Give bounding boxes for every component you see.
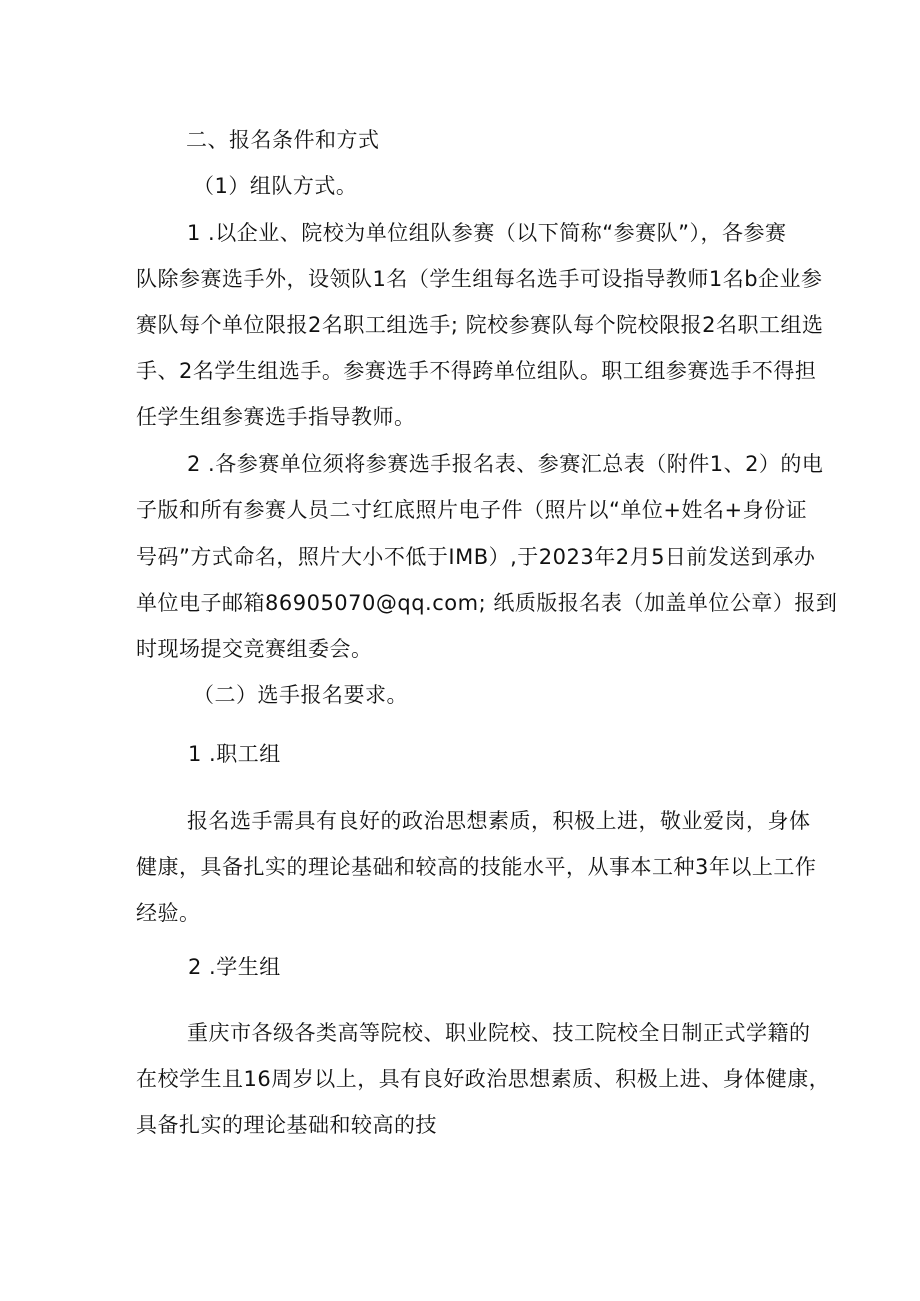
paragraph-line: 健康，具备扎实的理论基础和较高的技能水平，从事本工种3年以上工作 [136, 855, 817, 879]
paragraph-line: 在校学生且16周岁以上，具有良好政治思想素质、积极上进、身体健康， [136, 1067, 831, 1091]
paragraph-line: 重庆市各级各类高等院校、职业院校、技工院校全日制正式学籍的 [187, 1021, 811, 1045]
paragraph-line: 赛队每个单位限报2名职工组选手; 院校参赛队每个院校限报2名职工组选 [136, 313, 824, 337]
paragraph-line: 具备扎实的理论基础和较高的技 [136, 1113, 437, 1137]
paragraph-line: 任学生组参赛选手指导教师。 [136, 405, 416, 429]
paragraph-line: 子版和所有参赛人员二寸红底照片电子件（照片以“单位+姓名+身份证 [136, 498, 808, 522]
paragraph-line: 经验。 [136, 901, 201, 925]
section-heading: 二、报名条件和方式 [186, 128, 380, 152]
paragraph-line: 2 .各参赛单位须将参赛选手报名表、参赛汇总表（附件1、2）的电 [187, 452, 824, 476]
paragraph-line: 队除参赛选手外，设领队1名（学生组每名选手可设指导教师1名b企业参 [136, 267, 823, 291]
staff-group-heading: 1 .职工组 [188, 742, 281, 766]
requirements-heading: （二）选手报名要求。 [193, 683, 408, 707]
paragraph-line: 单位电子邮箱86905070@qq.com; 纸质版报名表（加盖单位公章）报到 [136, 591, 838, 615]
paragraph-line: 报名选手需具有良好的政治思想素质，积极上进，敬业爱岗，身体 [187, 809, 811, 833]
paragraph-line: 号码”方式命名，照片大小不低于IMB）,于2023年2月5日前发送到承办 [136, 545, 816, 569]
paragraph-line: 1 .以企业、院校为单位组队参赛（以下简称“参赛队”），各参赛 [187, 221, 787, 245]
paragraph-line: 手、2名学生组选手。参赛选手不得跨单位组队。职工组参赛选手不得担 [136, 359, 817, 383]
team-formation-heading: （1）组队方式。 [193, 174, 358, 198]
student-group-heading: 2 .学生组 [188, 955, 281, 979]
paragraph-line: 时现场提交竞赛组委会。 [136, 637, 373, 661]
